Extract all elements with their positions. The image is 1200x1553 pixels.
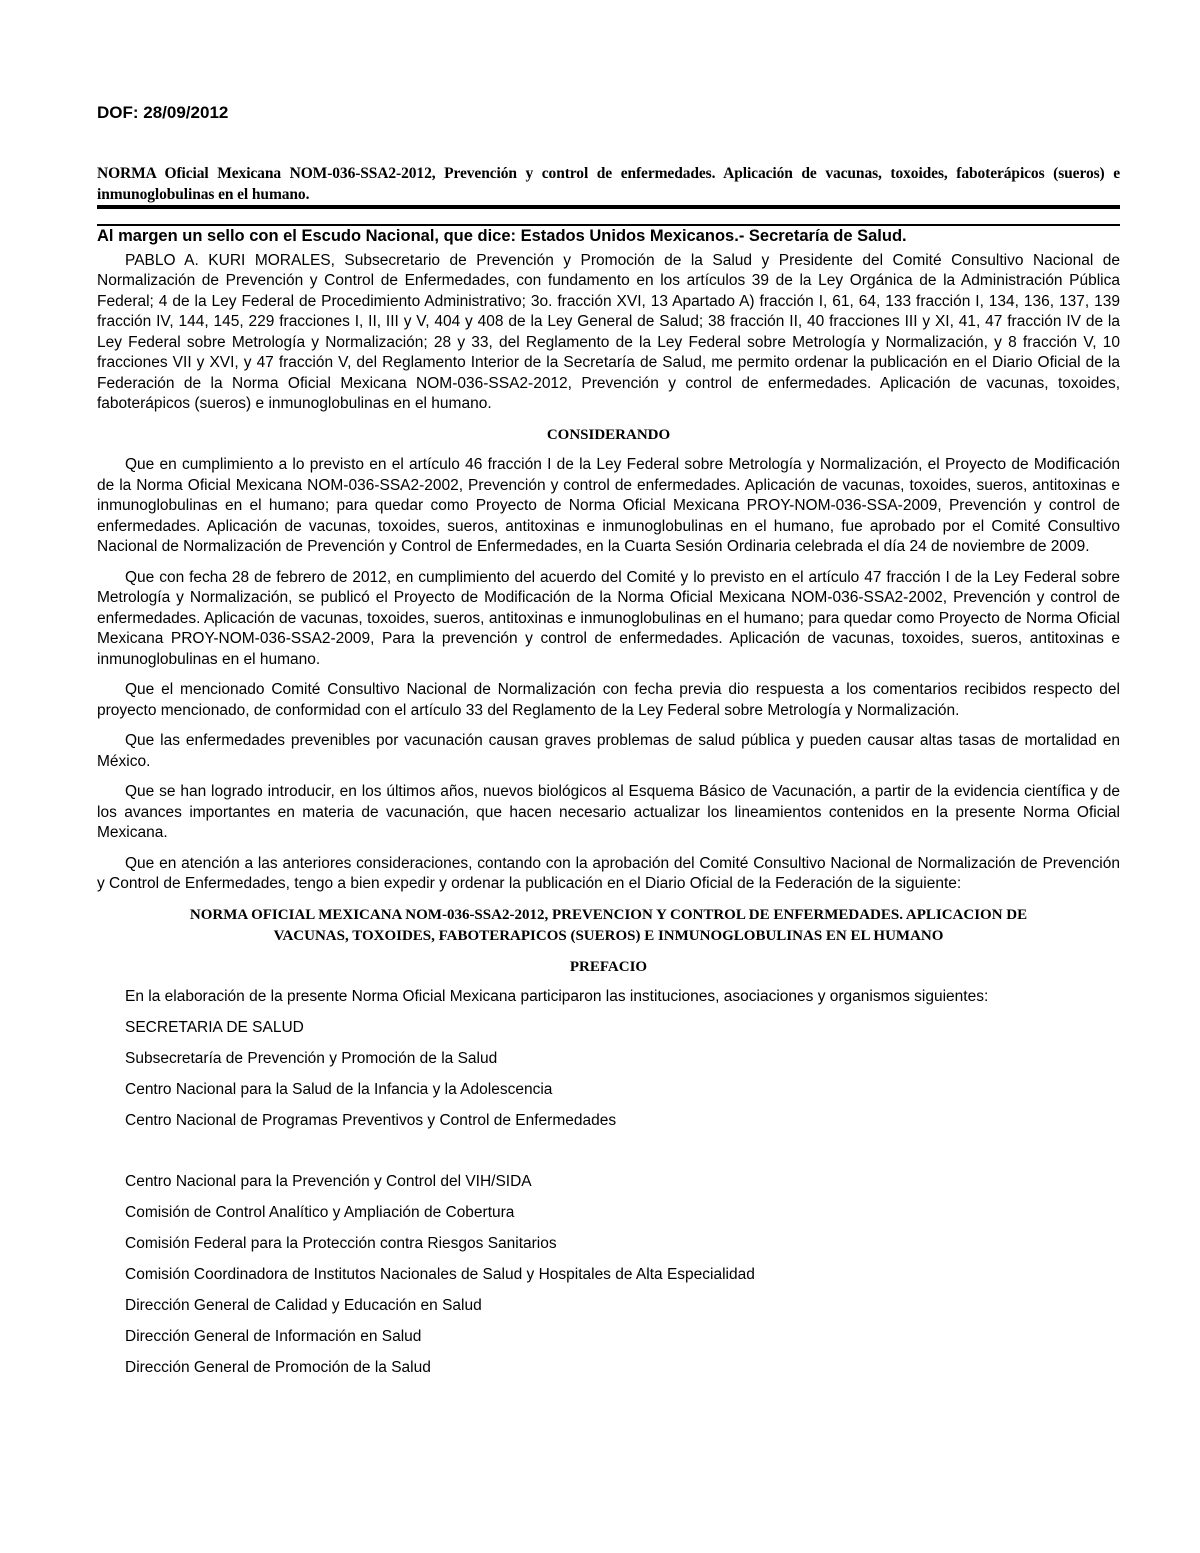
considerando-paragraph: Que con fecha 28 de febrero de 2012, en cumplimiento del acuerdo del Comité y lo previsto en el artículo 47 fracción I de la Ley Federal sobre Metrología y Normalización, se publicó el Proyecto de Modificación de la Norma Oficial Mexicana NOM-036-SSA2-2002, Prevención y control de enfermedades. Aplicación de vacunas, toxoides, sueros, antitoxinas e inmunoglobulinas en el humano; para quedar como Proyecto de Norma Oficial Mexicana PROY-NOM-036-SSA2-2009, Para la prevención y control de enfermedades. Aplicación de vacunas, toxoides, sueros, antitoxinas e inmunoglobulinas en el humano. xyxy=(97,568,1120,668)
institution-item: Centro Nacional de Programas Preventivos y Control de Enfermedades xyxy=(125,1111,617,1129)
considerando-paragraph: Que en atención a las anteriores consideraciones, contando con la aprobación del Comité Consultivo Nacional de Normalización de Prevención y Control de Enfermedades, tengo a bien expedir y ordenar la publicación en el Diario Oficial de la Federación de la siguiente: xyxy=(97,854,1120,892)
thick-divider xyxy=(97,205,1120,209)
institution-list xyxy=(97,1018,1120,1132)
institution-item: Dirección General de Calidad y Educación en Salud xyxy=(125,1296,482,1314)
institution-item: Subsecretaría de Prevención y Promoción de la Salud xyxy=(125,1049,498,1067)
considerando-heading: CONSIDERANDO xyxy=(546,426,671,443)
norm-heading: NORMA OFICIAL MEXICANA NOM-036-SSA2-2012, PREVENCION Y CONTROL DE ENFERMEDADES. APLICACION DE VACUNAS, TOXOIDES, FABOTERAPICOS (SUEROS) E INMUNOGLOBULINAS EN EL HUMANO xyxy=(189,906,1028,944)
institution-item: Centro Nacional para la Prevención y Control del VIH/SIDA xyxy=(125,1172,532,1190)
prefacio-heading: PREFACIO xyxy=(569,958,648,975)
institution-item: SECRETARIA DE SALUD xyxy=(125,1018,304,1036)
considerando-paragraph: Que las enfermedades prevenibles por vacunación causan graves problemas de salud pública y pueden causar altas tasas de mortalidad en México. xyxy=(97,732,1120,770)
norm-title: NORMA Oficial Mexicana NOM-036-SSA2-2012, Prevención y control de enfermedades. Aplicación de vacunas, toxoides, faboterápicos (sueros) e inmunoglobulinas en el humano. xyxy=(97,165,1120,203)
institution-item: Comisión Coordinadora de Institutos Nacionales de Salud y Hospitales de Alta Especialidad xyxy=(125,1265,755,1283)
considerando-paragraph: Que se han logrado introducir, en los últimos años, nuevos biológicos al Esquema Básico de Vacunación, a partir de la evidencia científica y de los avances importantes en materia de vacunación, que hacen necesario actualizar los lineamientos contenidos en la presente Norma Oficial Mexicana. xyxy=(97,783,1120,841)
institution-list xyxy=(97,1172,1120,1379)
considerando-paragraph: Que el mencionado Comité Consultivo Nacional de Normalización con fecha previa dio respuesta a los comentarios recibidos respecto del proyecto mencionado, de conformidad con el artículo 33 del Reglamento de la Ley Federal sobre Metrología y Normalización. xyxy=(97,681,1120,719)
document-body xyxy=(97,226,1120,1389)
institution-item: Comisión de Control Analítico y Ampliación de Cobertura xyxy=(125,1203,515,1221)
prefacio-intro: En la elaboración de la presente Norma Oficial Mexicana participaron las instituciones, asociaciones y organismos siguientes: xyxy=(125,988,989,1005)
institution-item: Dirección General de Información en Salud xyxy=(125,1327,422,1345)
institution-item: Dirección General de Promoción de la Salud xyxy=(125,1358,431,1376)
list-gap xyxy=(97,1142,1120,1172)
considerando-paragraph: Que en cumplimiento a lo previsto en el artículo 46 fracción I de la Ley Federal sobre Metrología y Normalización, el Proyecto de Modificación de la Norma Oficial Mexicana NOM-036-SSA2-2002, Prevención y control de enfermedades. Aplicación de vacunas, toxoides, sueros, antitoxinas e inmunoglobulinas en el humano; para quedar como Proyecto de Norma Oficial Mexicana PROY-NOM-036-SSA-2009, Prevención y control de enfermedades. Aplicación de vacunas, toxoides, sueros, antitoxinas e inmunoglobulinas en el humano, fue aprobado por el Comité Consultivo Nacional de Normalización de Prevención y Control de Enfermedades, en la Cuarta Sesión Ordinaria celebrada el día 24 de noviembre de 2009. xyxy=(97,456,1120,555)
seal-line: Al margen un sello con el Escudo Nacional, que dice: Estados Unidos Mexicanos.- Secretaría de Salud. xyxy=(97,227,907,245)
dof-date: DOF: 28/09/2012 xyxy=(97,103,229,122)
institution-item: Centro Nacional para la Salud de la Infancia y la Adolescencia xyxy=(125,1080,553,1098)
institution-item: Comisión Federal para la Protección contra Riesgos Sanitarios xyxy=(125,1234,557,1252)
intro-paragraph: PABLO A. KURI MORALES, Subsecretario de Prevención y Promoción de la Salud y Presidente del Comité Consultivo Nacional de Normalización de Prevención y Control de Enfermedades, con fundamento en los artículos 39 de la Ley Orgánica de la Administración Pública Federal; 4 de la Ley Federal de Procedimiento Administrativo; 3o. fracción XVI, 13 Apartado A) fracción I, 61, 64, 133 fracción I, 134, 136, 137, 139 fracción IV, 144, 145, 229 fracciones I, II, III y V, 404 y 408 de la Ley General de Salud; 38 fracción II, 40 fracciones III y XI, 41, 47 fracción IV de la Ley Federal sobre Metrología y Normalización; 28 y 33, del Reglamento de la Ley Federal sobre Metrología y Normalización, y 8 fracción V, 10 fracciones VII y XVI, y 47 fracción V, del Reglamento Interior de la Secretaría de Salud, me permito ordenar la publicación en el Diario Oficial de la Federación de la Norma Oficial Mexicana NOM-036-SSA2-2012, Prevención y control de enfermedades. Aplicación de vacunas, toxoides, faboterápicos (sueros) e inmunoglobulinas en el humano. xyxy=(97,251,1120,412)
